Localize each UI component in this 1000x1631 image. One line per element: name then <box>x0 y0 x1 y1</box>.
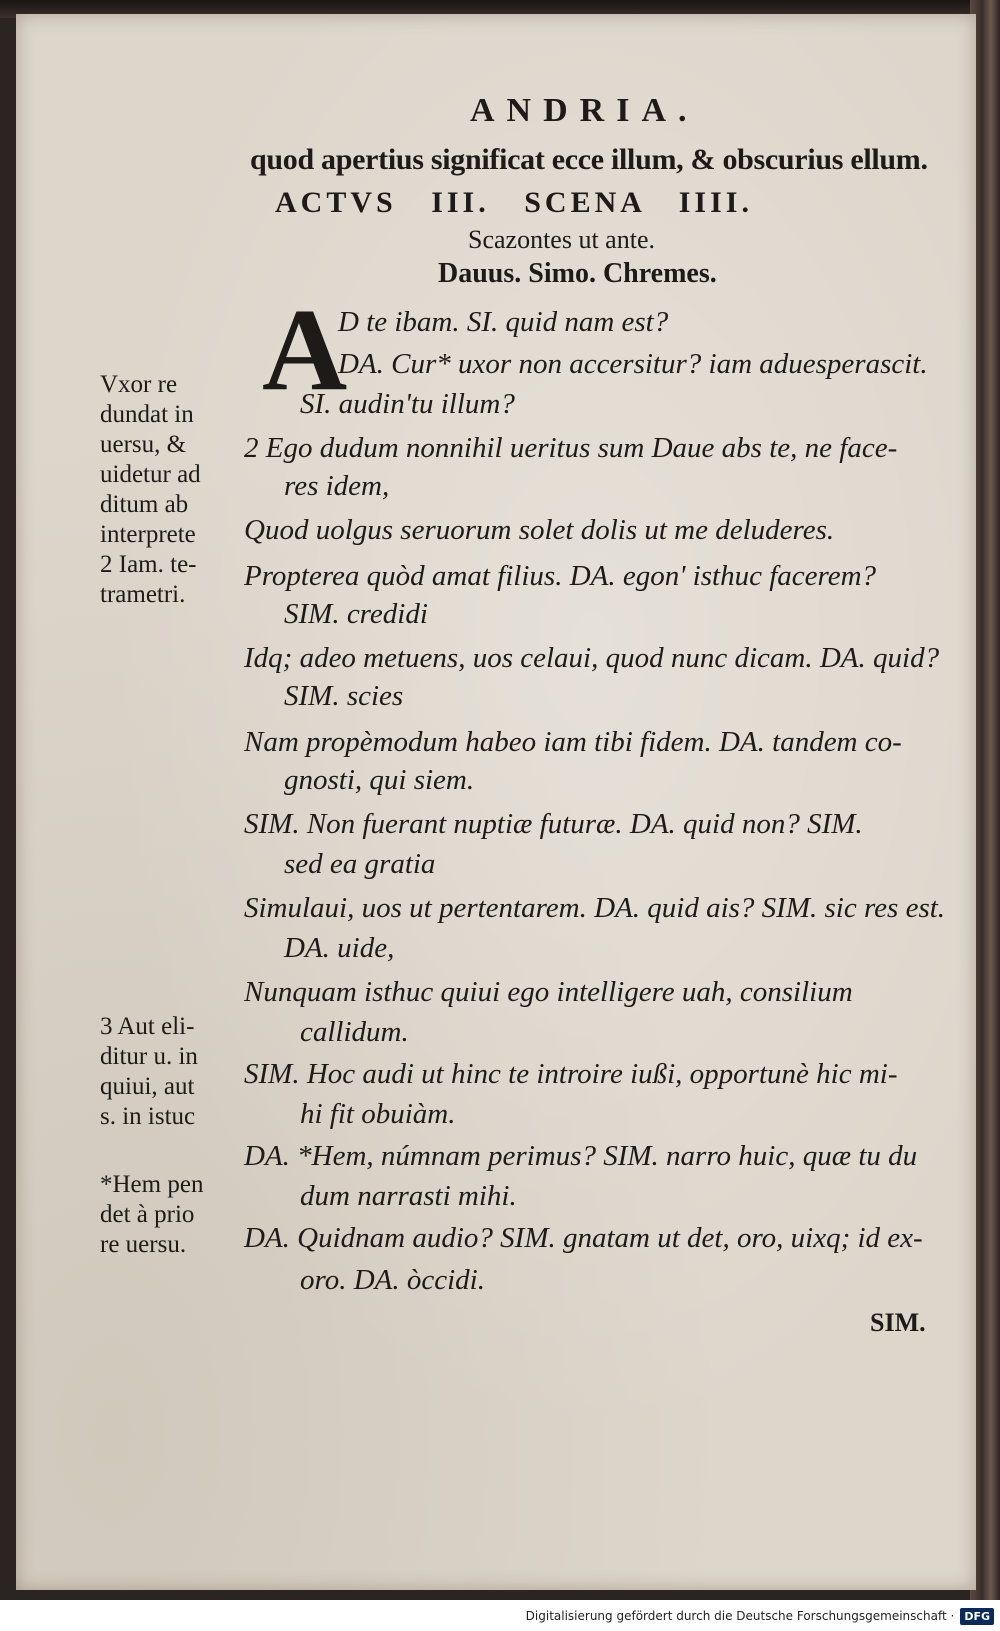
marginal-note-line: s. in istuc <box>100 1103 196 1130</box>
digitization-footer <box>526 1605 994 1627</box>
text-line: dum narrasti mihi. <box>300 1180 517 1212</box>
marginal-note-line: trametri. <box>100 581 186 608</box>
marginal-note-line: ditum ab <box>100 491 189 518</box>
text-line: Nam propèmodum habeo iam tibi fidem. DA. tandem co- <box>244 726 902 758</box>
marginal-note-line: Vxor re <box>100 371 178 398</box>
carry-over-line: quod apertius significat ecce illum, & obscurius ellum. <box>250 143 928 176</box>
text-line: Idq; adeo metuens, uos celaui, quod nunc dicam. DA. quid? <box>244 642 940 674</box>
text-line: hi fit obuiàm. <box>300 1098 456 1130</box>
text-line: DA. Quidnam audio? SIM. gnatam ut det, oro, uixq; id ex- <box>244 1222 923 1254</box>
text-line: 2 Ego dudum nonnihil ueritus sum Daue abs te, ne face- <box>244 432 898 464</box>
text-line: SIM. scies <box>284 680 404 712</box>
text-line: SIM. Hoc audi ut hinc te introire iußi, opportunè hic mi- <box>244 1058 898 1090</box>
marginal-note-line: det à prio <box>100 1201 195 1228</box>
marginal-note-line: 3 Aut eli- <box>100 1013 195 1040</box>
marginal-note <box>100 1170 240 1260</box>
dramatis-personae: Dauus. Simo. Chremes. <box>438 258 717 289</box>
text-line: Propterea quòd amat filius. DA. egon' isthuc facerem? <box>244 560 877 592</box>
text-line: DA. *Hem, númnam perimus? SIM. narro huic, quæ tu du <box>244 1140 918 1172</box>
text-line: oro. DA. òccidi. <box>300 1264 485 1296</box>
marginal-note <box>100 370 240 610</box>
text-line: Quod uolgus seruorum solet dolis ut me deluderes. <box>244 514 835 546</box>
text-line: gnosti, qui siem. <box>284 764 475 796</box>
marginal-note-line: *Hem pen <box>100 1171 204 1198</box>
act-scene-heading: ACTVS III. SCENA IIII. <box>275 186 753 219</box>
text-line: res idem, <box>284 470 390 502</box>
text-line: Simulaui, uos ut pertentarem. DA. quid ais? SIM. sic res est. <box>244 892 946 924</box>
meter-note: Scazontes ut ante. <box>468 225 655 254</box>
text-line: D te ibam. SI. quid nam est? <box>338 306 669 338</box>
dfg-logo: DFG <box>960 1608 994 1625</box>
marginal-note-line: quiui, aut <box>100 1073 195 1100</box>
marginal-note-line: ditur u. in <box>100 1043 198 1070</box>
text-line: SIM. Non fuerant nuptiæ futuræ. DA. quid non? SIM. <box>244 808 863 840</box>
text-line: sed ea gratia <box>284 848 436 880</box>
marginal-note-line: uersu, & <box>100 431 187 458</box>
text-line: DA. Cur* uxor non accersitur? iam aduesperascit. <box>338 348 928 380</box>
text-line: SIM. credidi <box>284 598 428 630</box>
drop-cap: A <box>262 284 348 415</box>
text-line: Nunquam isthuc quiui ego intelligere uah, consilium <box>244 976 853 1008</box>
text-line: DA. uide, <box>284 932 395 964</box>
catchword: SIM. <box>870 1308 926 1337</box>
marginal-note <box>100 1012 240 1132</box>
running-head: ANDRIA. <box>470 92 699 129</box>
marginal-note-line: 2 Iam. te- <box>100 551 197 578</box>
marginal-note-line: re uersu. <box>100 1231 187 1258</box>
text-line: SI. audin'tu illum? <box>300 388 515 420</box>
text-line: callidum. <box>300 1016 409 1048</box>
marginal-note-line: interprete <box>100 521 196 548</box>
footer-credit: Digitalisierung gefördert durch die Deutsche Forschungsgemeinschaft · <box>525 1609 955 1623</box>
marginal-note-line: dundat in <box>100 401 194 428</box>
marginal-note-line: uidetur ad <box>100 461 201 488</box>
